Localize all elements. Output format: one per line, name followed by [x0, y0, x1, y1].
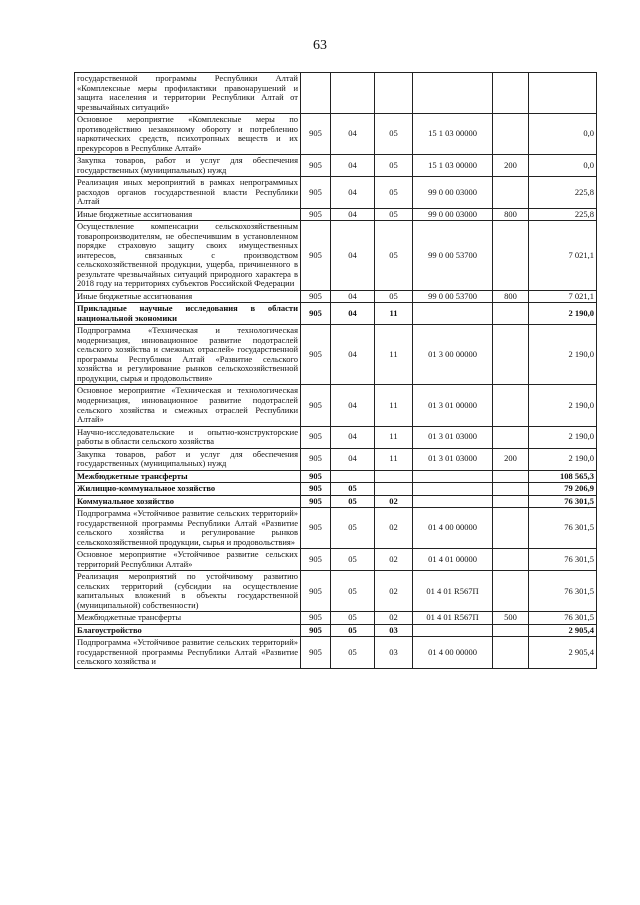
- budget-table: [74, 72, 597, 669]
- row-amount-cell: 76 301,5: [529, 571, 597, 612]
- row-amount-cell: 0,0: [529, 114, 597, 155]
- row-target-article-cell: 99 0 00 53700: [413, 221, 493, 291]
- row-amount-cell: 2 190,0: [529, 385, 597, 426]
- row-ministry-code-cell: 905: [301, 385, 331, 426]
- row-name-cell: Прикладные научные исследования в области национальной экономики: [75, 303, 301, 325]
- row-expense-type-cell: [493, 73, 529, 114]
- row-subsection-cell: 05: [375, 155, 413, 177]
- row-subsection-cell: 05: [375, 208, 413, 221]
- row-section-cell: 04: [331, 114, 375, 155]
- row-expense-type-cell: [493, 426, 529, 448]
- row-amount-cell: 2 190,0: [529, 426, 597, 448]
- row-section-cell: 04: [331, 155, 375, 177]
- row-expense-type-cell: [493, 508, 529, 549]
- row-amount-cell: 7 021,1: [529, 221, 597, 291]
- row-subsection-cell: 02: [375, 495, 413, 508]
- table-row: [75, 325, 597, 385]
- row-target-article-cell: 99 0 00 03000: [413, 208, 493, 221]
- row-target-article-cell: [413, 73, 493, 114]
- row-ministry-code-cell: [301, 73, 331, 114]
- row-amount-cell: 225,8: [529, 177, 597, 209]
- row-target-article-cell: 99 0 00 03000: [413, 177, 493, 209]
- row-section-cell: 04: [331, 290, 375, 303]
- table-row: [75, 495, 597, 508]
- row-name-cell: Межбюджетные трансферты: [75, 470, 301, 483]
- row-subsection-cell: 11: [375, 426, 413, 448]
- row-section-cell: [331, 73, 375, 114]
- row-subsection-cell: 02: [375, 508, 413, 549]
- row-ministry-code-cell: 905: [301, 303, 331, 325]
- row-name-cell: Основное мероприятие «Устойчивое развитие сельских территорий Республики Алтай»: [75, 549, 301, 571]
- table-row: [75, 637, 597, 669]
- row-expense-type-cell: [493, 624, 529, 637]
- row-name-cell: государственной программы Республики Алтай «Комплексные меры профилактики правонарушений и защита населения и территории Республики Алтай от чрезвычайных ситуаций»: [75, 73, 301, 114]
- row-subsection-cell: [375, 73, 413, 114]
- row-expense-type-cell: [493, 549, 529, 571]
- row-section-cell: 05: [331, 637, 375, 669]
- row-name-cell: Иные бюджетные ассигнования: [75, 208, 301, 221]
- row-expense-type-cell: [493, 114, 529, 155]
- row-target-article-cell: 15 1 03 00000: [413, 114, 493, 155]
- row-target-article-cell: 01 4 01 R567П: [413, 571, 493, 612]
- row-target-article-cell: [413, 483, 493, 496]
- row-amount-cell: 225,8: [529, 208, 597, 221]
- table-row: [75, 114, 597, 155]
- page-number: 63: [313, 38, 327, 53]
- row-subsection-cell: [375, 483, 413, 496]
- row-section-cell: 05: [331, 571, 375, 612]
- row-ministry-code-cell: 905: [301, 483, 331, 496]
- row-ministry-code-cell: 905: [301, 325, 331, 385]
- table-row: [75, 470, 597, 483]
- row-ministry-code-cell: 905: [301, 624, 331, 637]
- row-name-cell: Жилищно-коммунальное хозяйство: [75, 483, 301, 496]
- row-ministry-code-cell: 905: [301, 177, 331, 209]
- row-amount-cell: 108 565,3: [529, 470, 597, 483]
- row-name-cell: Подпрограмма «Устойчивое развитие сельских территорий» государственной программы Республики Алтай «Развитие сельского хозяйства и: [75, 637, 301, 669]
- row-ministry-code-cell: 905: [301, 612, 331, 625]
- row-subsection-cell: 05: [375, 177, 413, 209]
- row-ministry-code-cell: 905: [301, 290, 331, 303]
- row-expense-type-cell: [493, 325, 529, 385]
- row-section-cell: 04: [331, 177, 375, 209]
- row-amount-cell: 7 021,1: [529, 290, 597, 303]
- row-target-article-cell: 99 0 00 53700: [413, 290, 493, 303]
- row-name-cell: Реализация иных мероприятий в рамках непрограммных расходов органов государственной власти Республики Алтай: [75, 177, 301, 209]
- row-amount-cell: 0,0: [529, 155, 597, 177]
- row-subsection-cell: 11: [375, 448, 413, 470]
- row-name-cell: Научно-исследовательские и опытно-конструкторские работы в области сельского хозяйства: [75, 426, 301, 448]
- row-expense-type-cell: [493, 470, 529, 483]
- budget-table-body: [75, 73, 597, 669]
- table-row: [75, 549, 597, 571]
- row-target-article-cell: [413, 470, 493, 483]
- row-section-cell: 05: [331, 612, 375, 625]
- row-ministry-code-cell: 905: [301, 208, 331, 221]
- row-expense-type-cell: [493, 483, 529, 496]
- row-ministry-code-cell: 905: [301, 448, 331, 470]
- row-target-article-cell: 01 4 01 R567П: [413, 612, 493, 625]
- row-subsection-cell: 02: [375, 612, 413, 625]
- row-expense-type-cell: [493, 303, 529, 325]
- table-row: [75, 208, 597, 221]
- row-ministry-code-cell: 905: [301, 221, 331, 291]
- row-ministry-code-cell: 905: [301, 508, 331, 549]
- row-amount-cell: 2 905,4: [529, 637, 597, 669]
- row-section-cell: 05: [331, 624, 375, 637]
- row-expense-type-cell: 200: [493, 155, 529, 177]
- row-subsection-cell: 05: [375, 114, 413, 155]
- row-subsection-cell: [375, 470, 413, 483]
- row-name-cell: Основное мероприятие «Комплексные меры по противодействию незаконному обороту и потреблению наркотических средств, психотропных веществ и их прекурсоров в Республике Алтай»: [75, 114, 301, 155]
- row-section-cell: 05: [331, 549, 375, 571]
- row-target-article-cell: 01 3 01 00000: [413, 385, 493, 426]
- row-ministry-code-cell: 905: [301, 495, 331, 508]
- row-name-cell: Коммунальное хозяйство: [75, 495, 301, 508]
- row-amount-cell: 2 190,0: [529, 303, 597, 325]
- row-section-cell: 04: [331, 303, 375, 325]
- row-target-article-cell: 01 3 00 00000: [413, 325, 493, 385]
- row-section-cell: 04: [331, 208, 375, 221]
- row-amount-cell: 76 301,5: [529, 612, 597, 625]
- row-subsection-cell: 05: [375, 290, 413, 303]
- row-subsection-cell: 05: [375, 221, 413, 291]
- table-row: [75, 612, 597, 625]
- row-target-article-cell: 01 4 00 00000: [413, 508, 493, 549]
- row-expense-type-cell: [493, 495, 529, 508]
- row-ministry-code-cell: 905: [301, 470, 331, 483]
- row-ministry-code-cell: 905: [301, 549, 331, 571]
- row-target-article-cell: 15 1 03 00000: [413, 155, 493, 177]
- row-amount-cell: [529, 73, 597, 114]
- row-expense-type-cell: [493, 385, 529, 426]
- table-row: [75, 624, 597, 637]
- row-section-cell: 05: [331, 508, 375, 549]
- row-amount-cell: 76 301,5: [529, 495, 597, 508]
- row-ministry-code-cell: 905: [301, 426, 331, 448]
- row-name-cell: Благоустройство: [75, 624, 301, 637]
- row-section-cell: 05: [331, 483, 375, 496]
- row-expense-type-cell: [493, 177, 529, 209]
- row-amount-cell: 2 905,4: [529, 624, 597, 637]
- table-row: [75, 448, 597, 470]
- row-subsection-cell: 11: [375, 385, 413, 426]
- row-target-article-cell: 01 4 01 00000: [413, 549, 493, 571]
- row-section-cell: 04: [331, 448, 375, 470]
- table-row: [75, 483, 597, 496]
- row-amount-cell: 2 190,0: [529, 325, 597, 385]
- row-amount-cell: 76 301,5: [529, 549, 597, 571]
- row-subsection-cell: 11: [375, 303, 413, 325]
- row-section-cell: 04: [331, 426, 375, 448]
- row-ministry-code-cell: 905: [301, 155, 331, 177]
- row-expense-type-cell: 800: [493, 290, 529, 303]
- table-row: [75, 426, 597, 448]
- row-name-cell: Реализация мероприятий по устойчивому развитию сельских территорий (субсидии на осуществление капитальных вложений в объекты государственной (муниципальной) собственности): [75, 571, 301, 612]
- row-section-cell: 05: [331, 495, 375, 508]
- row-name-cell: Межбюджетные трансферты: [75, 612, 301, 625]
- table-row: [75, 385, 597, 426]
- row-section-cell: 04: [331, 385, 375, 426]
- row-target-article-cell: [413, 624, 493, 637]
- row-name-cell: Иные бюджетные ассигнования: [75, 290, 301, 303]
- table-row: [75, 303, 597, 325]
- row-subsection-cell: 02: [375, 571, 413, 612]
- table-row: [75, 177, 597, 209]
- row-expense-type-cell: 500: [493, 612, 529, 625]
- table-row: [75, 73, 597, 114]
- row-section-cell: [331, 470, 375, 483]
- table-row: [75, 508, 597, 549]
- table-row: [75, 155, 597, 177]
- row-name-cell: Подпрограмма «Устойчивое развитие сельских территорий» государственной программы Республики Алтай «Развитие сельского хозяйства и регулирование рынков сельскохозяйственной продукции, сырья и продовольствия»: [75, 508, 301, 549]
- row-subsection-cell: 02: [375, 549, 413, 571]
- row-section-cell: 04: [331, 325, 375, 385]
- row-name-cell: Закупка товаров, работ и услуг для обеспечения государственных (муниципальных) нужд: [75, 448, 301, 470]
- row-target-article-cell: [413, 303, 493, 325]
- row-expense-type-cell: 200: [493, 448, 529, 470]
- row-subsection-cell: 03: [375, 624, 413, 637]
- row-ministry-code-cell: 905: [301, 114, 331, 155]
- row-target-article-cell: 01 3 01 03000: [413, 448, 493, 470]
- table-row: [75, 571, 597, 612]
- row-expense-type-cell: [493, 637, 529, 669]
- row-expense-type-cell: 800: [493, 208, 529, 221]
- row-expense-type-cell: [493, 571, 529, 612]
- row-section-cell: 04: [331, 221, 375, 291]
- row-expense-type-cell: [493, 221, 529, 291]
- row-amount-cell: 76 301,5: [529, 508, 597, 549]
- row-target-article-cell: [413, 495, 493, 508]
- row-target-article-cell: 01 4 00 00000: [413, 637, 493, 669]
- row-target-article-cell: 01 3 01 03000: [413, 426, 493, 448]
- table-row: [75, 221, 597, 291]
- row-name-cell: Закупка товаров, работ и услуг для обеспечения государственных (муниципальных) нужд: [75, 155, 301, 177]
- table-row: [75, 290, 597, 303]
- row-subsection-cell: 11: [375, 325, 413, 385]
- row-subsection-cell: 03: [375, 637, 413, 669]
- row-name-cell: Основное мероприятие «Техническая и технологическая модернизация, инновационное развитие подотраслей сельского хозяйства и смежных отраслей Республики Алтай»: [75, 385, 301, 426]
- row-name-cell: Подпрограмма «Техническая и технологическая модернизация, инновационное развитие подотраслей сельского хозяйства и смежных отраслей» государственной программы Республики Алтай «Развитие сельского хозяйства и регулирование рынков сельскохозяйственной продукции, сырья и продовольствия»: [75, 325, 301, 385]
- row-amount-cell: 79 206,9: [529, 483, 597, 496]
- row-name-cell: Осуществление компенсации сельскохозяйственным товаропроизводителям, не обеспечившим в установленном порядке страховую защиту своих имущественных интересов, связанных с производством сельскохозяйственной продукции, ущерба, причиненного в результате чрезвычайных ситуаций природного характера в 2018 году на территориях субъектов Российской Федерации: [75, 221, 301, 291]
- row-ministry-code-cell: 905: [301, 637, 331, 669]
- row-amount-cell: 2 190,0: [529, 448, 597, 470]
- row-ministry-code-cell: 905: [301, 571, 331, 612]
